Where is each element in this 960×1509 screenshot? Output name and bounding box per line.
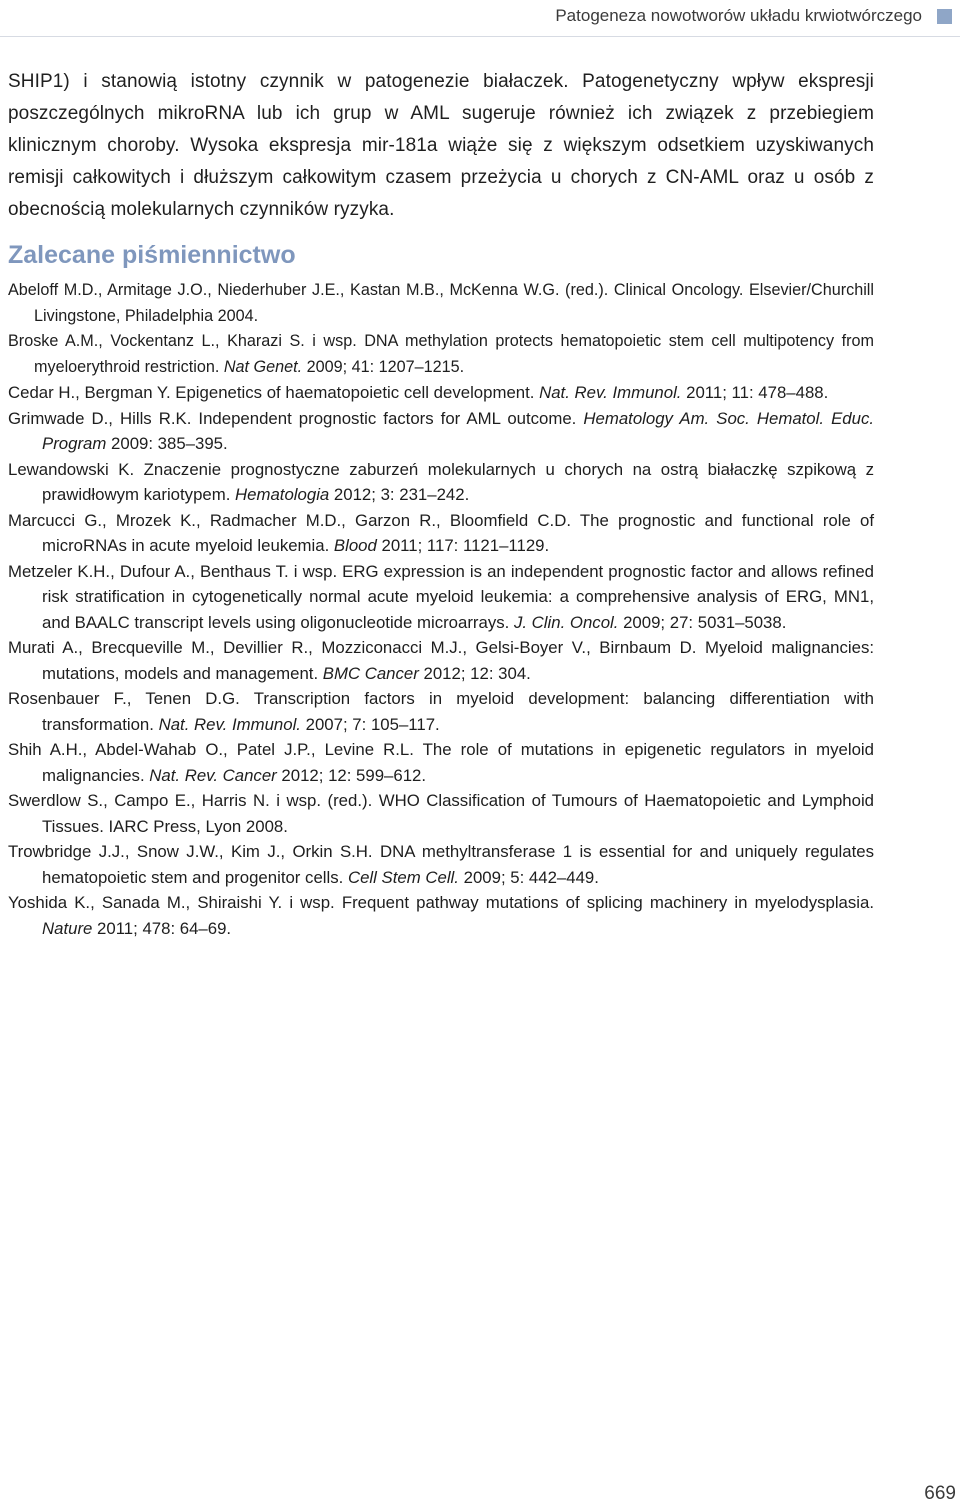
reference-item (8, 406, 874, 457)
reference-text: Abeloff M.D., Armitage J.O., Niederhuber J.E., Kastan M.B., McKenna W.G. (red.). Clinical Oncology. Elsevier/Churchill Livingstone, Philadelphia 2004. (8, 281, 874, 325)
reference-details: 2009: 385–395. (106, 434, 228, 453)
reference-item (8, 890, 874, 941)
reference-text: Lewandowski K. Znaczenie prognostyczne zaburzeń molekularnych u chorych na ostrą białaczkę szpikową z prawidłowym kariotypem. (8, 459, 874, 504)
reference-journal: J. Clin. Oncol. (513, 612, 619, 632)
reference-text: Yoshida K., Sanada M., Shiraishi Y. i wsp. Frequent pathway mutations of splicing machinery in myelodysplasia. (8, 893, 874, 912)
reference-journal: Nature (42, 918, 93, 938)
header-divider (0, 36, 960, 37)
reference-text: Marcucci G., Mrozek K., Radmacher M.D., Garzon R., Bloomfield C.D. The prognostic and functional role of microRNAs in acute myeloid leukemia. (8, 510, 874, 555)
reference-item (8, 839, 874, 890)
reference-item (8, 329, 874, 380)
reference-text: Metzeler K.H., Dufour A., Benthaus T. i wsp. ERG expression is an independent prognostic factor and allows refined risk stratification in cytogenetically normal acute myeloid leukemia: a comprehensive analysis of ERG, MN1, and BAALC transcript levels using oligonucleotide microarrays. (8, 561, 874, 632)
reference-journal: BMC Cancer (322, 663, 419, 683)
reference-text: Cedar H., Bergman Y. Epigenetics of haematopoietic cell development. (8, 383, 540, 402)
reference-details: 2012; 12: 599–612. (276, 765, 427, 785)
reference-text: Murati A., Brecqueville M., Devillier R., Mozziconacci M.J., Gelsi-Boyer V., Birnbaum D. Myeloid malignancies: mutations, models and management. (8, 638, 874, 683)
reference-journal: Nat. Rev. Immunol. (158, 714, 301, 734)
reference-details: 2009; 41: 1207–1215. (302, 357, 465, 376)
reference-text: Broske A.M., Vockentanz L., Kharazi S. i wsp. DNA methylation protects hematopoietic stem cell multipotency from myeloerythroid restriction. (8, 332, 874, 376)
intro-paragraph: SHIP1) i stanowią istotny czynnik w patogenezie białaczek. Patogenetyczny wpływ ekspresji poszczególnych mikroRNA lub ich grup w AML sugeruje również ich związek z przebiegiem klinicznym choroby. Wysoka ekspresja mir-181a wiąże się z większym odsetkiem uzyskiwanych remisji całkowitych i dłuższym całkowitym czasem przeżycia u chorych z CN-AML oraz u osób z obecnością molekularnych czynników ryzyka. (8, 71, 874, 220)
reference-item (8, 737, 874, 788)
reference-journal: Hematologia (235, 485, 330, 504)
reference-details: 2009; 5: 442–449. (458, 867, 599, 887)
reference-journal: Cell Stem Cell. (347, 867, 459, 887)
reference-item (8, 788, 874, 839)
page-number: 669 (924, 1483, 956, 1504)
reference-item (8, 635, 874, 686)
reference-details: 2012; 3: 231–242. (329, 485, 470, 504)
reference-item (8, 686, 874, 737)
reference-text: Grimwade D., Hills R.K. Independent prognostic factors for AML outcome. (8, 408, 584, 428)
running-header (555, 6, 952, 26)
reference-details: 2007; 7: 105–117. (300, 714, 440, 734)
running-title: Patogeneza nowotworów układu krwiotwórczego (555, 6, 922, 25)
reference-list (8, 278, 874, 941)
reference-item (8, 380, 874, 406)
reference-details: 2009; 27: 5031–5038. (618, 612, 787, 632)
reference-item (8, 508, 874, 559)
reference-details: 2011; 11: 478–488. (681, 383, 829, 402)
section-title: Zalecane piśmiennictwo (8, 241, 296, 269)
reference-journal: Hematology Am. Soc. Hematol. Educ. Program (42, 408, 874, 453)
reference-journal: Nat Genet. (223, 357, 303, 376)
reference-text: Rosenbauer F., Tenen D.G. Transcription factors in myeloid development: balancing differentiation with transformation. (8, 689, 874, 734)
reference-details: 2012; 12: 304. (418, 663, 531, 683)
reference-journal: Blood (333, 536, 377, 555)
reference-item (8, 559, 874, 636)
reference-details: 2011; 478: 64–69. (92, 918, 232, 938)
reference-journal: Nat. Rev. Cancer (149, 765, 277, 785)
reference-details: 2011; 117: 1121–1129. (376, 536, 550, 555)
reference-text: Trowbridge J.J., Snow J.W., Kim J., Orkin S.H. DNA methyltransferase 1 is essential for and uniquely regulates hematopoietic stem and progenitor cells. (8, 842, 874, 887)
reference-item (8, 278, 874, 329)
reference-text: Swerdlow S., Campo E., Harris N. i wsp. (red.). WHO Classification of Tumours of Haematopoietic and Lymphoid Tissues. IARC Press, Lyon 2008. (8, 791, 874, 836)
header-square-icon (937, 9, 952, 24)
reference-text: Shih A.H., Abdel-Wahab O., Patel J.P., Levine R.L. The role of mutations in epigenetic regulators in myeloid malignancies. (8, 740, 874, 785)
reference-item (8, 457, 874, 508)
reference-journal: Nat. Rev. Immunol. (539, 383, 682, 402)
